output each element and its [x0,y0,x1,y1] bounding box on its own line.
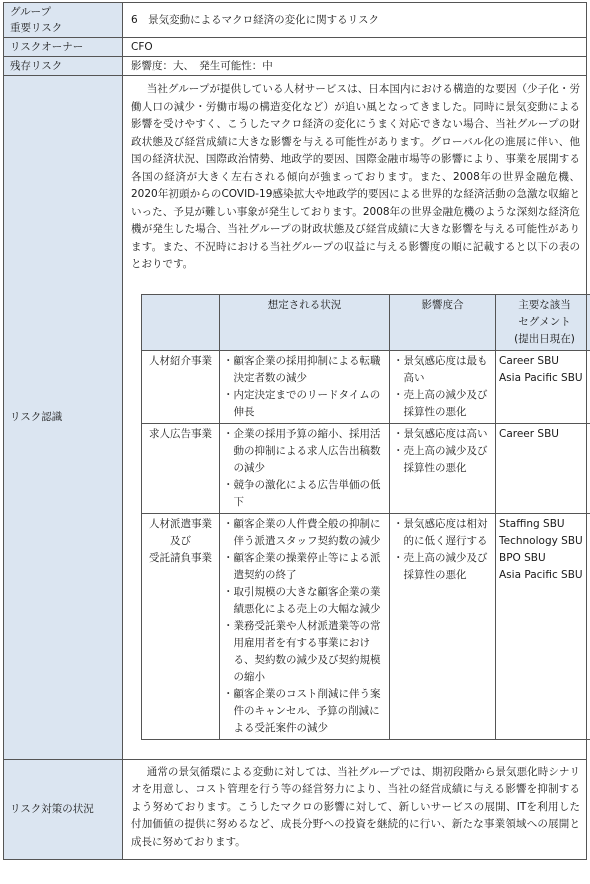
table-row [142,423,590,513]
group-risk-label-line2: 重要リスク [10,22,63,34]
header-business [142,294,220,350]
business-name: 人材紹介事業 [149,354,212,367]
impact-table-header [142,294,590,350]
business-cell [142,350,220,423]
countermeasure-row [4,759,587,860]
business-name: 人材派遣事業 [149,517,212,530]
group-risk-label-cell [4,3,123,38]
situation-cell [220,350,390,423]
risk-owner-value: CFO [123,38,587,57]
segment-name: Technology SBU [499,534,583,547]
segment-cell [496,513,590,739]
impact-cell [390,513,496,739]
table-row [142,350,590,423]
segment-name: Staffing SBU [499,517,565,530]
situation-item: ・ 顧客企業の採用抑制による転職決定者数の減少 [223,353,386,387]
header-impact: 影響度合 [390,294,496,350]
situation-cell [220,513,390,739]
situation-item: ・ 顧客企業のコスト削減に伴う案件のキャンセル、予算の削減による受託案件の減少 [223,686,386,737]
situation-cell [220,423,390,513]
impact-item: ・ 売上高の減少及び採算性の悪化 [393,550,492,584]
risk-recognition-paragraph: 当社グループが提供している人材サービスは、日本国内における構造的な要因（少子化・労働人口の減少・労働市場の構造変化など）が追い風となってきました。同時に景気変動による影響を受けやすく、こうしたマクロ経済の変化にうまく対応できない場合、当社グループの財政状態及び経営成績に大きな影響を与える可能性があります。グローバル化の進展に伴い、他国の経済状況、国際政治情勢、地政学的要因、国際金融市場等の影響により、事業を展開する各国の経済が大きく左右される傾向が強まっております。また、2008年の世界金融危機、2020年初頭からのCOVID-19感染拡大や地政学的要因による世界的な経済活動の急激な収縮といった、予見が難しい事象が発生しております。2008年の世界金融危機のような深刻な経済危機が発生した場合、当社グループの財政状態及び経営成績に大きな影響を与える可能性があります。また、不況時における当社グループの収益に与える影響度の順に記載すると以下の表のとおりです。 [131,83,580,270]
situation-item: ・ 業務受託業や人材派遣業等の常用雇用者を有する事業における、契約数の減少及び契約規模の縮小 [223,618,386,686]
segment-name: Asia Pacific SBU [499,371,583,384]
countermeasure-content [123,759,587,860]
header-segment-line1: 主要な該当 [518,298,571,311]
countermeasure-label: リスク対策の状況 [4,759,123,860]
situation-item: ・ 競争の激化による広告単価の低下 [223,477,386,511]
residual-risk-label: 残存リスク [4,57,123,76]
business-name: 受託請負事業 [149,551,212,564]
countermeasure-paragraph: 通常の景気循環による変動に対しては、当社グループでは、期初段階から景気悪化時シナリオを用意し、コスト管理を行う等の経営努力により、当社の経営成績に与える影響を抑制するよう努めております。こうしたマクロの影響に対して、新しいサービスの展開、ITを利用した付加価値の提供に努めるなど、成長分野への投資を継続的に行い、新たな事業領域への展開と成長に努めております。 [131,765,580,848]
impact-item: ・ 景気感応度は高い [393,426,492,443]
risk-owner-row [4,38,587,57]
segment-name: Career SBU [499,427,559,440]
impact-cell [390,350,496,423]
impact-table [141,294,590,740]
residual-risk-value: 影響度：大、 発生可能性：中 [123,57,587,76]
situation-item: ・ 取引規模の大きな顧客企業の業績悪化による売上の大幅な減少 [223,584,386,618]
risk-recognition-row [4,76,587,760]
business-cell [142,513,220,739]
table-row [142,513,590,739]
segment-name: Career SBU [499,354,559,367]
situation-item: ・ 顧客企業の人件費全般の抑制に伴う派遣スタッフ契約数の減少 [223,516,386,550]
business-name: 及び [170,534,191,547]
situation-cell-list [223,426,386,511]
situation-item: ・ 企業の採用予算の縮小、採用活動の抑制による求人広告出稿数の減少 [223,426,386,477]
business-cell [142,423,220,513]
segment-cell [496,423,590,513]
impact-item: ・ 売上高の減少及び採算性の悪化 [393,387,492,421]
residual-risk-row [4,57,587,76]
impact-cell [390,423,496,513]
segment-name: Asia Pacific SBU [499,568,583,581]
risk-recognition-label: リスク認識 [4,76,123,760]
impact-cell-list [393,426,492,477]
impact-item: ・ 景気感応度は相対的に低く遅行する [393,516,492,550]
situation-cell-list [223,516,386,737]
header-segment-line2: セグメント [518,315,571,328]
header-situation: 想定される状況 [220,294,390,350]
situation-cell-list [223,353,386,421]
risk-recognition-content [123,76,587,760]
group-risk-value: 6 景気変動によるマクロ経済の変化に関するリスク [123,3,587,38]
group-risk-label-line1: グループ [10,6,52,18]
group-risk-row [4,3,587,38]
risk-owner-label: リスクオーナー [4,38,123,57]
impact-item: ・ 売上高の減少及び採算性の悪化 [393,443,492,477]
impact-cell-list [393,516,492,584]
impact-cell-list [393,353,492,421]
header-segment [496,294,590,350]
segment-cell [496,350,590,423]
impact-table-body [142,350,590,739]
header-segment-line3: (提出日現在) [514,332,575,345]
situation-item: ・ 内定決定までのリードタイムの伸長 [223,387,386,421]
risk-table [3,2,587,860]
impact-item: ・ 景気感応度は最も高い [393,353,492,387]
business-name: 求人広告事業 [149,427,212,440]
segment-name: BPO SBU [499,551,546,564]
situation-item: ・ 顧客企業の操業停止等による派遣契約の終了 [223,550,386,584]
